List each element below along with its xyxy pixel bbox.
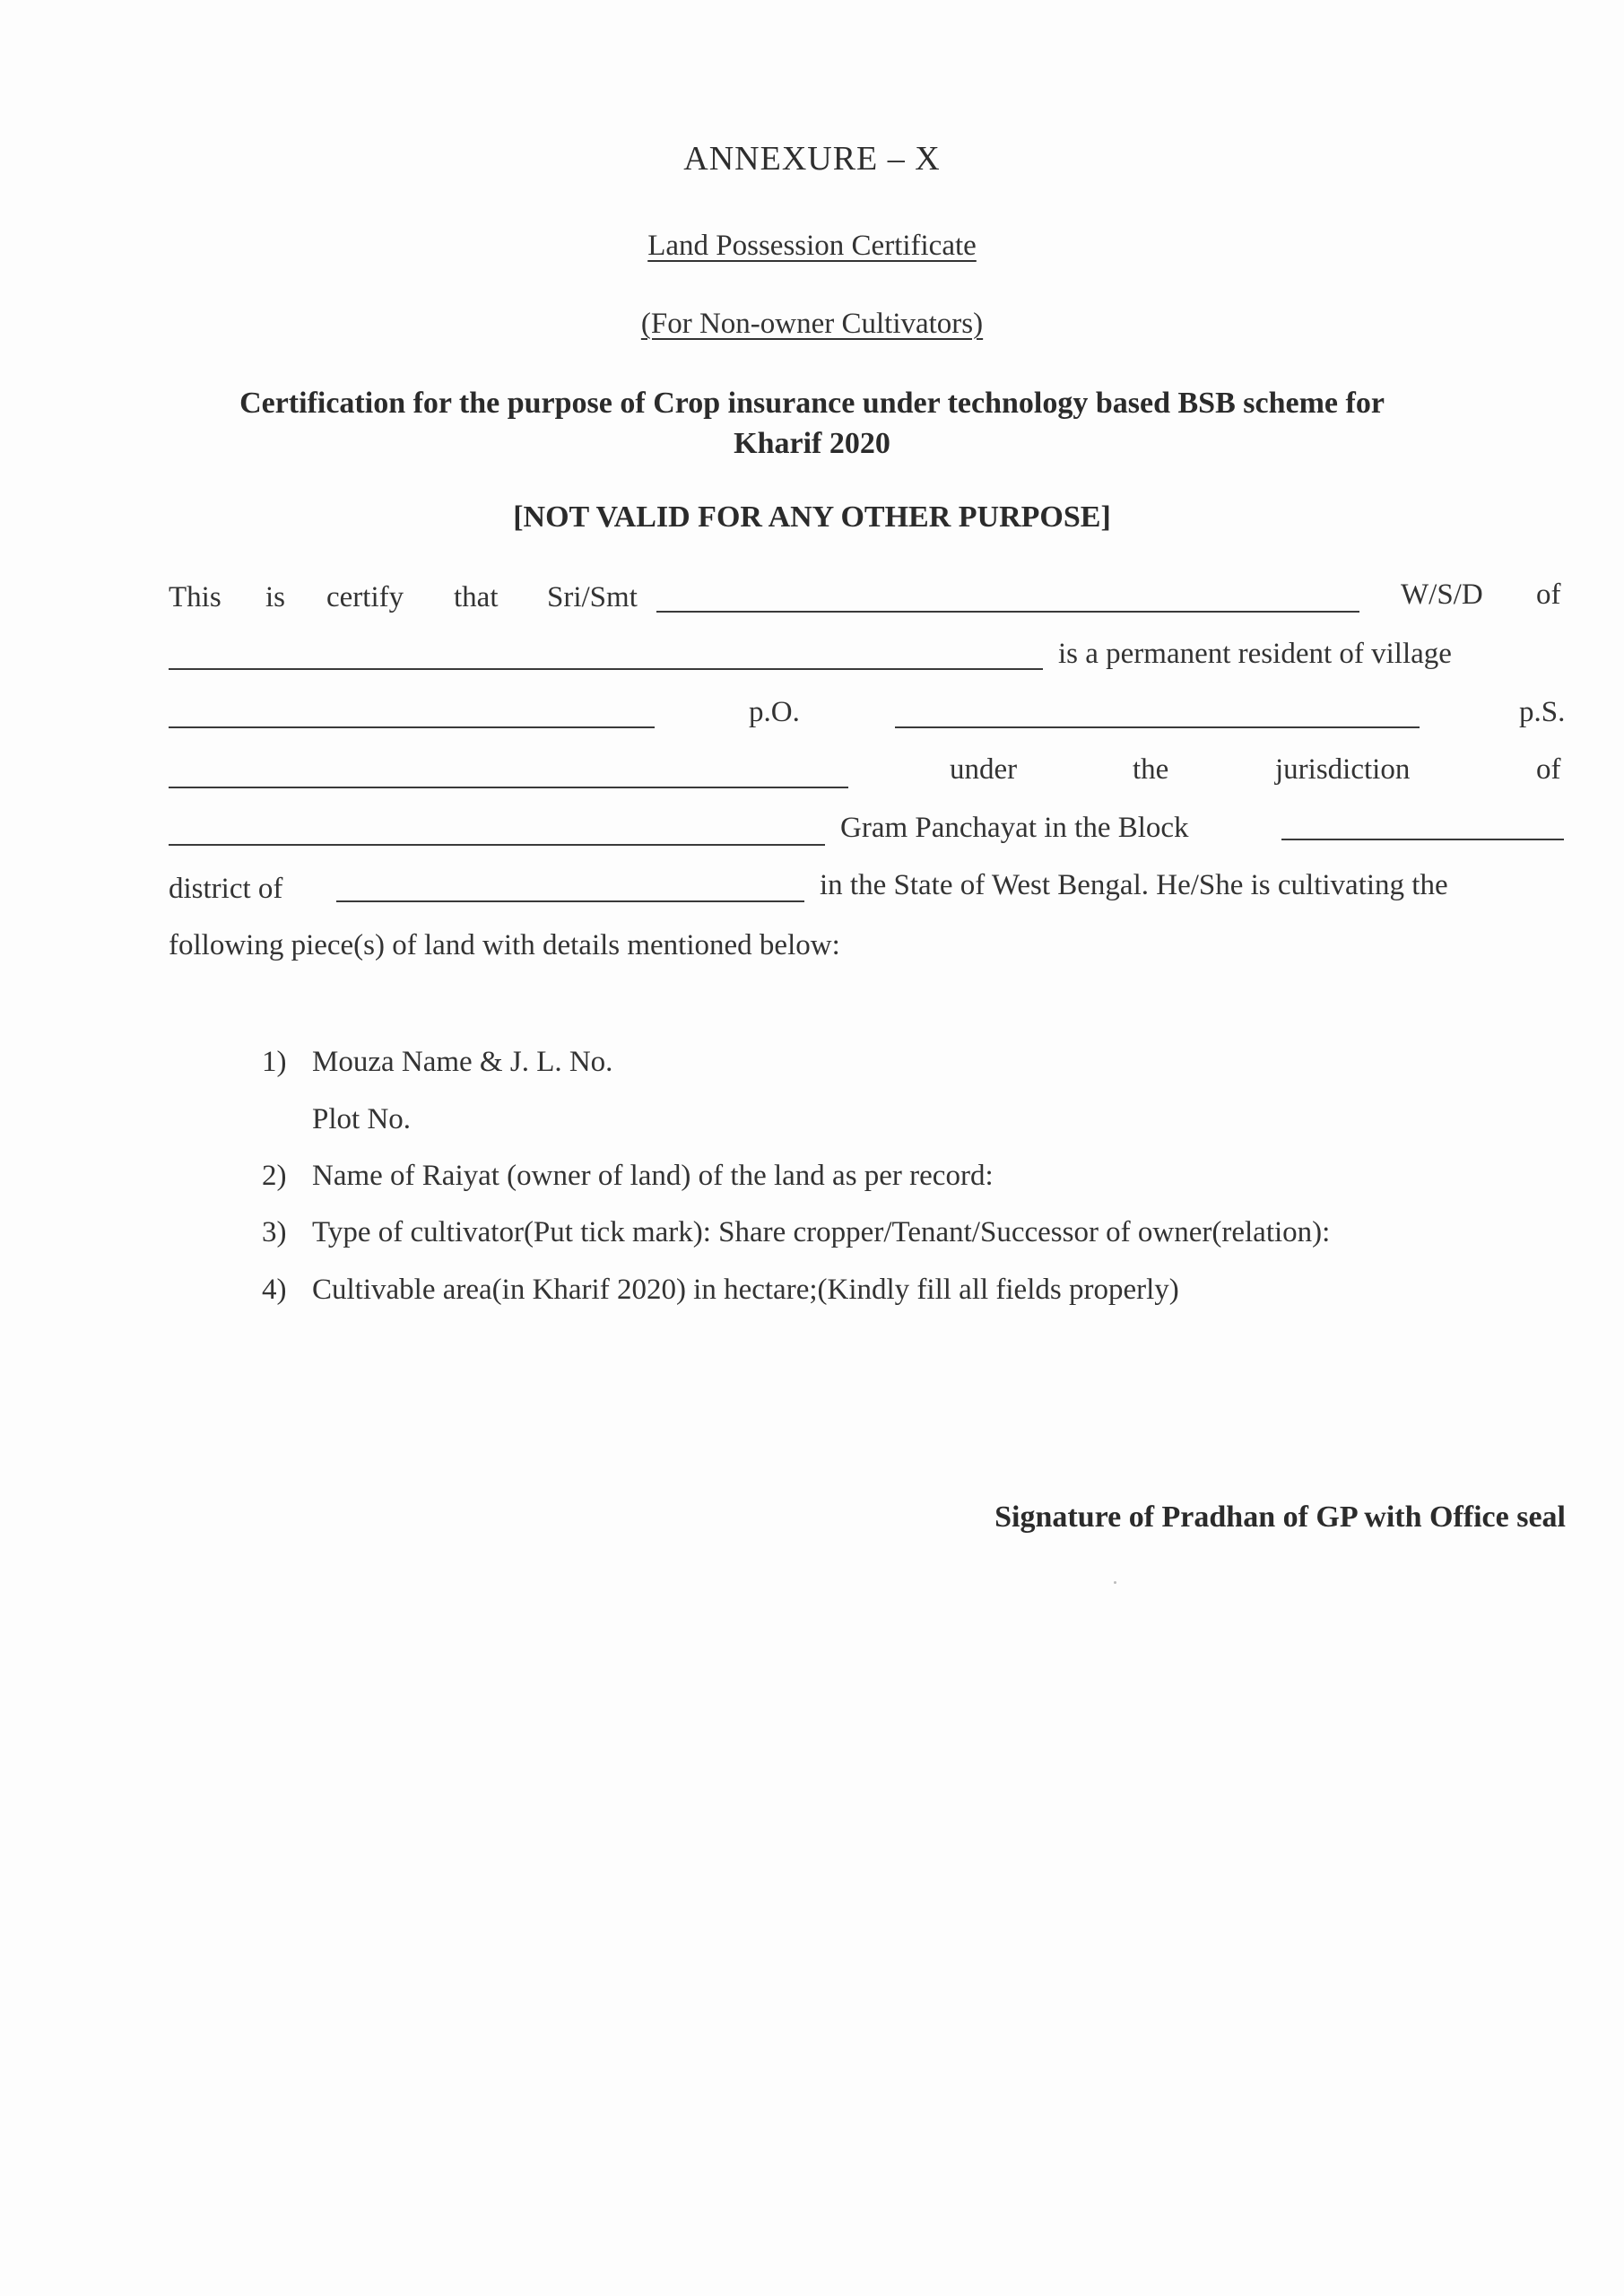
certificate-subtitle: (For Non-owner Cultivators) <box>640 308 984 340</box>
permanent-resident-text: is a permanent resident of village <box>1058 638 1452 670</box>
district-of-label: district of <box>169 873 283 905</box>
word-the: the <box>1133 753 1169 786</box>
list-item <box>262 1103 411 1136</box>
not-valid-notice: [NOT VALID FOR ANY OTHER PURPOSE] <box>513 500 1111 534</box>
list-item-text: Name of Raiyat (owner of land) of the land as per record: <box>312 1160 994 1192</box>
po-blank-line <box>895 726 1420 728</box>
list-item <box>262 1216 1330 1249</box>
ps-blank-line <box>169 787 848 788</box>
purpose-statement <box>0 383 1624 464</box>
gram-panchayat-text: Gram Panchayat in the Block <box>840 812 1189 844</box>
gp-blank-line <box>169 844 825 846</box>
sri-smt-label: Sri/Smt <box>547 581 638 613</box>
district-blank-line <box>336 900 804 902</box>
word-that: that <box>454 581 499 613</box>
list-item-number: 4) <box>262 1274 287 1306</box>
purpose-line-1: Certification for the purpose of Crop insurance under technology based BSB scheme for <box>239 387 1385 420</box>
po-label: p.O. <box>749 696 800 728</box>
list-item-text: Type of cultivator(Put tick mark): Share cropper/Tenant/Successor of owner(relation): <box>312 1216 1331 1248</box>
list-item-number: 2) <box>262 1160 287 1192</box>
word-of-line1: of <box>1536 578 1561 611</box>
list-item-number: 3) <box>262 1216 287 1248</box>
relative-name-blank-line <box>169 668 1043 670</box>
state-text: in the State of West Bengal. He/She is cultivating the <box>820 869 1448 901</box>
word-this: This <box>169 581 221 613</box>
block-blank-line <box>1281 839 1564 840</box>
name-blank-line <box>656 611 1359 613</box>
list-item <box>262 1274 1179 1307</box>
scan-speck <box>1114 1581 1116 1584</box>
word-of-line4: of <box>1536 753 1561 786</box>
list-item-text: Cultivable area(in Kharif 2020) in hectare;(Kindly fill all fields properly) <box>312 1274 1179 1306</box>
village-blank-line <box>169 726 655 728</box>
list-item <box>262 1160 994 1193</box>
signature-label: Signature of Pradhan of GP with Office seal <box>994 1500 1566 1534</box>
following-text: following piece(s) of land with details mentioned below: <box>169 929 840 961</box>
certificate-title: Land Possession Certificate <box>647 230 977 262</box>
wsd-label: W/S/D <box>1401 578 1483 611</box>
word-jurisdiction: jurisdiction <box>1275 753 1411 786</box>
purpose-line-2: Kharif 2020 <box>734 427 890 460</box>
list-item-number: 1) <box>262 1046 287 1078</box>
list-item-text: Plot No. <box>312 1103 412 1135</box>
word-is: is <box>265 581 286 613</box>
ps-label: p.S. <box>1519 696 1566 728</box>
list-item <box>262 1046 612 1079</box>
word-certify: certify <box>326 581 404 613</box>
word-under: under <box>950 753 1018 786</box>
annexure-heading: ANNEXURE – X <box>683 140 941 178</box>
list-item-text: Mouza Name & J. L. No. <box>312 1046 613 1078</box>
